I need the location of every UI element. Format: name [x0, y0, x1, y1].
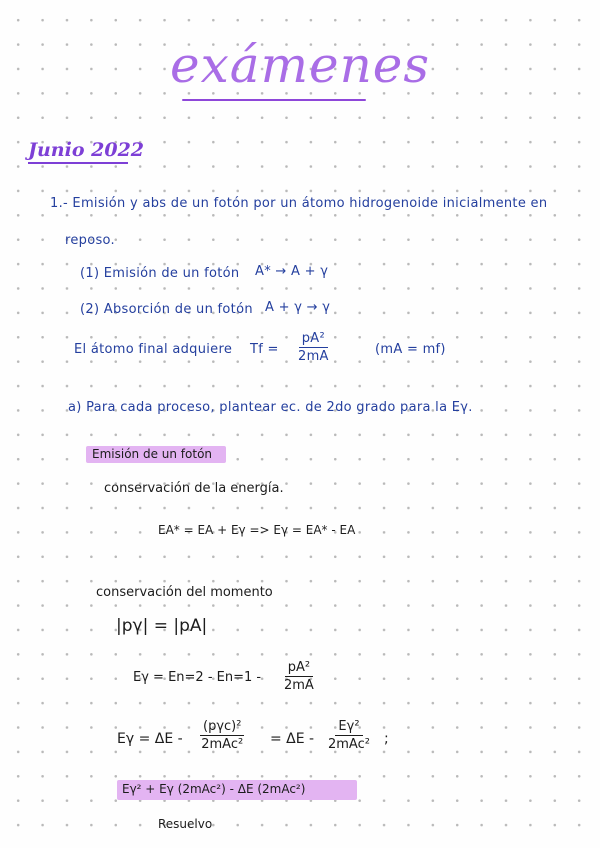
- resuelvo-label: Resuelvo: [158, 817, 213, 831]
- eq2-numerator-1: (pγc)²: [200, 719, 244, 736]
- item1-label: (1) Emisión de un fotón: [80, 266, 240, 281]
- quadratic-equation: Eγ² + Eγ (2mAc²) - ΔE (2mAc²): [122, 782, 306, 796]
- photon-energy-equation-1: Eγ = En=2 - En=1 -: [133, 670, 262, 685]
- item1-equation: A* → A + γ: [255, 264, 329, 279]
- atom-kinetic-fraction: [298, 331, 329, 364]
- atom-text: El átomo final adquiere: [74, 342, 233, 357]
- part-a-statement: a) Para cada proceso, plantear ec. de 2do grado para la Eγ.: [68, 400, 473, 415]
- title-underline: [182, 99, 366, 101]
- atom-kinetic-denominator: 2mA: [298, 349, 329, 364]
- mass-note: (mA = mf): [375, 342, 446, 357]
- section-underline: [28, 162, 128, 164]
- energy-conservation-equation: EA* = EA + Eγ => Eγ = EA* - EA: [158, 523, 356, 537]
- atom-kinetic-numerator: pA²: [299, 331, 328, 348]
- item2-equation: A + γ → γ: [265, 300, 331, 315]
- eq2-fraction-1: [200, 719, 244, 752]
- photon-energy-equation-2: Eγ = ΔE -: [117, 731, 183, 747]
- eq1-denominator: 2mA: [284, 678, 314, 693]
- section-heading: Junio 2022: [28, 139, 145, 161]
- problem-statement-line1: 1.- Emisión y abs de un fotón por un átomo hidrogenoide inicialmente en: [50, 196, 548, 211]
- page-title: exámenes: [170, 36, 431, 94]
- energy-conservation-label: conservación de la energía.: [104, 481, 284, 496]
- eq2-denominator-2: 2mAc²: [328, 737, 370, 752]
- problem-statement-line2: reposo.: [65, 233, 115, 248]
- momentum-conservation-label: conservación del momento: [96, 585, 273, 600]
- atom-kinetic-label: Tf =: [250, 342, 279, 357]
- eq2-fraction-2: [328, 719, 370, 752]
- eq2-end: ;: [384, 731, 389, 747]
- eq2-numerator-2: Eγ²: [335, 719, 362, 736]
- emission-heading: Emisión de un fotón: [92, 447, 213, 461]
- item2-label: (2) Absorción de un fotón: [80, 302, 253, 317]
- eq1-numerator: pA²: [285, 660, 313, 677]
- momentum-conservation-equation: |pγ| = |pA|: [116, 616, 208, 636]
- eq1-fraction: [284, 660, 314, 693]
- eq2-denominator-1: 2mAc²: [201, 737, 244, 752]
- eq2-middle: = ΔE -: [270, 731, 315, 747]
